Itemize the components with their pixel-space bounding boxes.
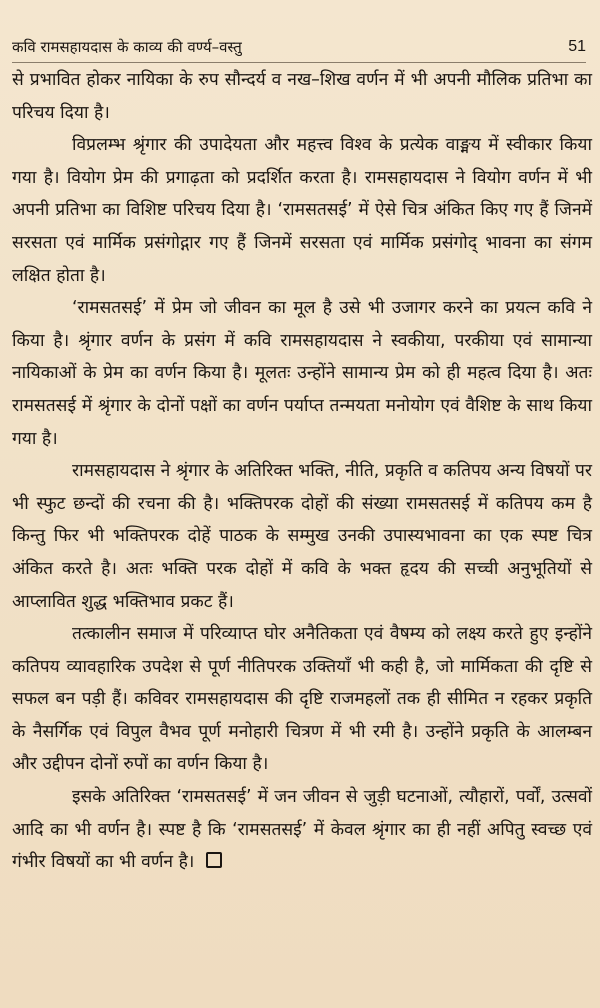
- paragraph: विप्रलम्भ श्रृंगार की उपादेयता और महत्त्व विश्व के प्रत्येक वाङ्मय में स्वीकार किया गया है। वियोग प्रेम की प्रगाढ़ता को प्रदर्शित करता है। रामसहायदास ने वियोग वर्णन में भी अपनी प्रतिभा का विशिष्ट परिचय दिया है। ‘रामसतसई’ में ऐसे चित्र अंकित किए गए हैं जिनमें सरसता एवं मार्मिक प्रसंगोद्गार गए हैं जिनमें सरसता एवं मार्मिक प्रसंगोद् भावना का संगम लक्षित होता है।: [12, 135, 592, 286]
- page-header: [12, 34, 586, 60]
- paragraph: तत्कालीन समाज में परिव्याप्त घोर अनैतिकता एवं वैषम्य को लक्ष्य करते हुए इन्होंने कतिपय व्यावहारिक उपदेश से पूर्ण नीतिपरक उक्तियाँ भी कही है, जो मार्मिकता की दृष्टि से सफल बन पड़ी हैं। कविवर रामसहायदास की दृष्टि राजमहलों तक ही सीमित न रहकर प्रकृति के नैसर्गिक एवं विपुल वैभव पूर्ण मनोहारी चित्रण में भी रमी है। उन्होंने प्रकृति के आलम्बन और उद्दीपन दोनों रुपों का वर्णन किया है।: [12, 624, 592, 775]
- paragraph: से प्रभावित होकर नायिका के रुप सौन्दर्य व नख–शिख वर्णन में भी अपनी मौलिक प्रतिभा का परिचय दिया है।: [12, 70, 592, 123]
- paragraph-text: इसके अतिरिक्त ‘रामसतसई’ में जन जीवन से जुड़ी घटनाओं, त्यौहारों, पर्वों, उत्सवों आदि का भी वर्णन है। स्पष्ट है कि ‘रामसतसई’ में केवल श्रृंगार का ही नहीं अपितु स्वच्छ एवं गंभीर विषयों का भी वर्णन है।: [12, 787, 592, 873]
- paragraph: रामसहायदास ने श्रृंगार के अतिरिक्त भक्ति, नीति, प्रकृति व कतिपय अन्य विषयों पर भी स्फुट छन्दों की रचना की है। भक्तिपरक दोहों की संख्या रामसतसई में कतिपय कम है किन्तु फिर भी भक्तिपरक दोहें पाठक के सम्मुख उनकी उपास्यभावना का एक स्पष्ट चित्र अंकित करते है। अतः भक्ति परक दोहों में कवि के भक्त हृदय की सच्ची अनुभूतियों से आप्लावित शुद्ध भक्तिभाव प्रकट हैं।: [12, 461, 592, 612]
- header-rule: [12, 62, 586, 63]
- running-head: कवि रामसहायदास के काव्य की वर्ण्य–वस्तु: [12, 38, 242, 56]
- page-number: 51: [568, 38, 586, 55]
- end-of-section-mark-icon: [206, 852, 222, 868]
- body-text: [12, 64, 592, 879]
- paragraph-last: [12, 781, 592, 879]
- paragraph: ‘रामसतसई’ में प्रेम जो जीवन का मूल है उसे भी उजागर करने का प्रयत्न कवि ने किया है। श्रृंगार वर्णन के प्रसंग में कवि रामसहायदास ने स्वकीया, परकीया एवं सामान्या नायिकाओं के प्रेम का वर्णन किया है। मूलतः उन्होंने सामान्य प्रेम को ही महत्व दिया है। अतः रामसतसई में श्रृंगार के दोनों पक्षों का वर्णन पर्याप्त तन्मयता मनोयोग एवं वैशिष्ट के साथ किया गया है।: [12, 298, 592, 449]
